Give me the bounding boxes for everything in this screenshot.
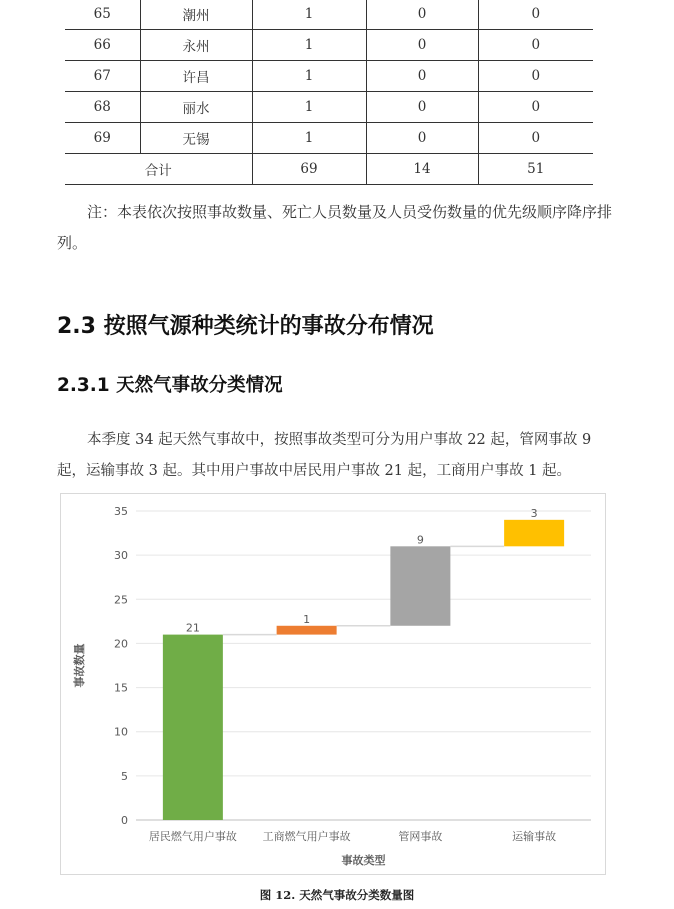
total-label: 合计 <box>65 154 252 185</box>
table-cell-city: 潮州 <box>140 0 252 30</box>
table-cell-injuries: 0 <box>478 0 593 30</box>
y-tick-label: 10 <box>114 725 128 739</box>
bar <box>390 546 450 625</box>
table-note: 注：本表依次按照事故数量、死亡人员数量及人员受伤数量的优先级顺序降序排列。 <box>57 203 613 252</box>
section-title: 2.3 按照气源种类统计的事故分布情况 <box>57 314 434 339</box>
table-cell-accidents: 1 <box>252 123 366 154</box>
bar <box>504 520 564 546</box>
table-cell-accidents: 1 <box>252 61 366 92</box>
data-label: 3 <box>530 506 538 520</box>
x-tick-label: 居民燃气用户事故 <box>148 830 237 843</box>
table-cell-city: 丽水 <box>140 92 252 123</box>
table-cell-rank: 67 <box>65 61 140 92</box>
figure-caption: 图 12. 天然气事故分类数量图 <box>259 888 415 902</box>
table-cell-injuries: 0 <box>478 123 593 154</box>
table-row <box>65 123 593 154</box>
y-tick-label: 35 <box>114 505 128 518</box>
table-cell-city: 无锡 <box>140 123 252 154</box>
table-cell-accidents: 1 <box>252 92 366 123</box>
y-axis-title: 事故数量 <box>73 643 86 688</box>
table-cell-rank: 66 <box>65 30 140 61</box>
table-row <box>65 92 593 123</box>
body-paragraph: 本季度 34 起天然气事故中，按照事故类型可分为用户事故 22 起，管网事故 9 起，运输事故 3 起。其中用户事故中居民用户事故 21 起，工商用户事故 1 起。 <box>57 432 592 479</box>
data-label: 9 <box>416 533 424 547</box>
table-cell-injuries: 0 <box>478 92 593 123</box>
table-cell-city: 永州 <box>140 30 252 61</box>
y-tick-label: 0 <box>121 814 128 827</box>
table-total-row <box>65 154 593 185</box>
x-tick-label: 管网事故 <box>398 830 443 843</box>
subsection-title: 2.3.1 天然气事故分类情况 <box>57 375 283 396</box>
y-tick-label: 30 <box>114 549 128 563</box>
total-cell-accidents: 69 <box>252 154 366 185</box>
table-cell-deaths: 0 <box>366 61 478 92</box>
x-tick-label: 运输事故 <box>512 830 557 843</box>
table-cell-deaths: 0 <box>366 0 478 30</box>
table-cell-injuries: 0 <box>478 61 593 92</box>
bar <box>163 635 223 820</box>
table-cell-deaths: 0 <box>366 92 478 123</box>
y-tick-label: 5 <box>121 769 128 783</box>
total-cell-injuries: 51 <box>478 154 593 185</box>
x-axis-title: 事故类型 <box>341 854 386 867</box>
accident-ranking-table <box>65 0 593 185</box>
table-row <box>65 0 593 30</box>
waterfall-chart <box>60 493 606 875</box>
table-row <box>65 30 593 61</box>
chart-svg <box>61 494 605 874</box>
table-cell-deaths: 0 <box>366 123 478 154</box>
table-cell-city: 许昌 <box>140 61 252 92</box>
y-tick-label: 25 <box>114 593 128 607</box>
table-cell-rank: 69 <box>65 123 140 154</box>
y-tick-label: 15 <box>114 681 128 695</box>
data-label: 21 <box>185 621 200 635</box>
table-cell-deaths: 0 <box>366 30 478 61</box>
bar <box>277 626 337 635</box>
table-cell-accidents: 1 <box>252 30 366 61</box>
total-cell-deaths: 14 <box>366 154 478 185</box>
x-tick-label: 工商燃气用户事故 <box>262 830 351 843</box>
table-cell-rank: 68 <box>65 92 140 123</box>
table-cell-accidents: 1 <box>252 0 366 30</box>
data-label: 1 <box>303 612 311 626</box>
y-tick-label: 20 <box>114 637 128 651</box>
table-cell-rank: 65 <box>65 0 140 30</box>
table-row <box>65 61 593 92</box>
table-cell-injuries: 0 <box>478 30 593 61</box>
